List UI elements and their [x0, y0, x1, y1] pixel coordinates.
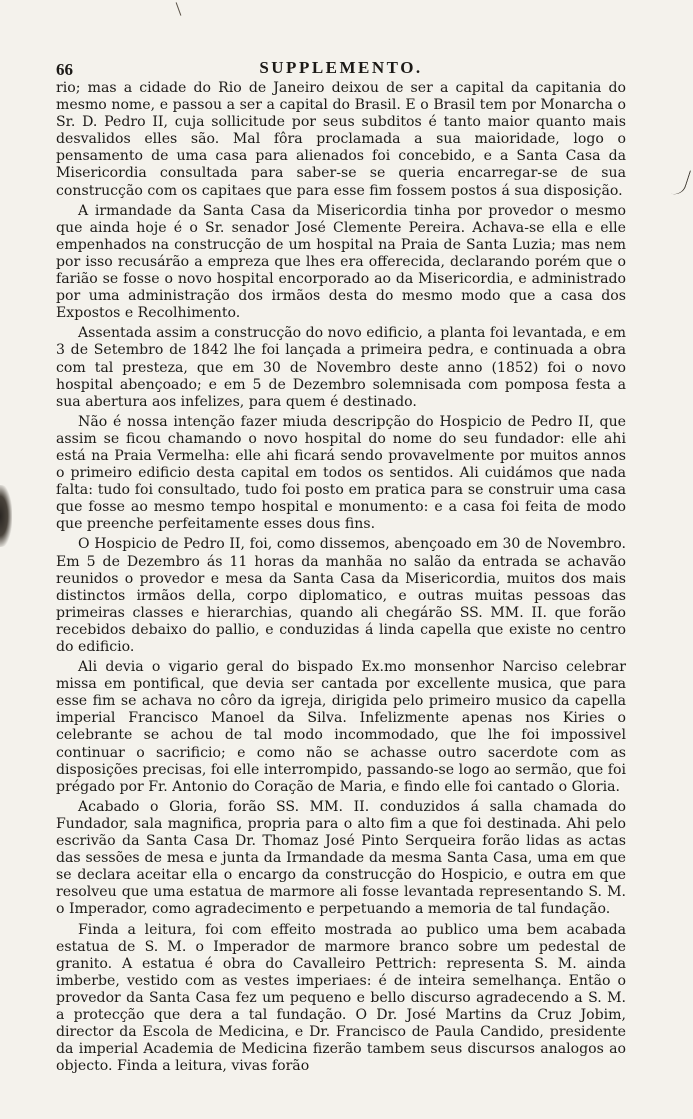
paragraph-3: Assentada assim a construcção do novo edificio, a planta foi levantada, e em 3 de Setembro de 1842 lhe foi lançada a primeira pedra, e continuada a obra com tal presteza, que em 30 de Novembro deste anno (1852) foi o novo hospital abençoado; e em 5 de Dezembro solemnisada com pomposa festa a sua abertura aos infelizes, para quem é destinado.	[56, 325, 626, 410]
paragraph-6: Ali devia o vigario geral do bispado Ex.mo monsenhor Narciso celebrar missa em pontifical, que devia ser cantada por excellente musica, que para esse fim se achava no côro da igreja, dirigida pelo primeiro musico da capella imperial Francisco Manoel da Silva. Infelizmente apenas nos Kiries o celebrante se achou de tal modo incommodado, que lhe foi impossivel continuar o sacrificio; e como não se achasse outro sacerdote com as disposições precisas, foi elle interrompido, passando-se logo ao sermão, que foi prégado por Fr. Antonio do Coração de Maria, e findo elle foi cantado o Gloria.	[56, 659, 626, 795]
page	[56, 56, 626, 1075]
page-number: 66	[56, 60, 73, 79]
running-head	[56, 56, 626, 78]
margin-pencil-mark	[670, 167, 691, 198]
body-text	[56, 80, 626, 1075]
paragraph-7: Acabado o Gloria, forão SS. MM. II. conduzidos á salla chamada do Fundador, sala magnifica, propria para o alto fim a que foi destinada. Ahi pelo escrivão da Santa Casa Dr. Thomaz José Pinto Serqueira forão lidas as actas das sessões de mesa e junta da Irmandade da mesma Santa Casa, uma em que se declara aceitar ella o encargo da construcção do Hospicio, e outra em que resolveu que uma estatua de marmore ali fosse levantada representando S. M. o Imperador, como agradecimento e perpetuando a memoria de tal fundação.	[56, 798, 626, 918]
page-fold-shadow	[0, 485, 12, 547]
paragraph-1: rio; mas a cidade do Rio de Janeiro deixou de ser a capital da capitania do mesmo nome, e passou a ser a capital do Brasil. E o Brasil tem por Monarcha o Sr. D. Pedro II, cuja sollicitude por seus subditos é tanto maior quanto mais desvalidos elles são. Mal fôra proclamada a sua maioridade, logo o pensamento de uma casa para alienados foi concebido, e a Santa Casa da Misericordia consultada para saber-se se queria encarregar-se de sua construcção com os capitaes que para esse fim fossem postos á sua disposição.	[56, 80, 626, 199]
paragraph-8: Finda a leitura, foi com effeito mostrada ao publico uma bem acabada estatua de S. M. o Imperador de marmore branco sobre um pedestal de granito. A estatua é obra do Cavalleiro Pettrich: representa S. M. ainda imberbe, vestido com as vestes imperiaes: é de inteira semelhança. Então o provedor da Santa Casa fez um pequeno e bello discurso agradecendo a S. M. a protecção que dera a tal fundação. O Dr. José Martins da Cruz Jobim, director da Escola de Medicina, e Dr. Francisco de Paula Candido, presidente da imperial Academia de Medicina fizerão tambem seus discursos analogos ao objecto. Finda a leitura, vivas forão	[56, 921, 626, 1075]
paragraph-2: A irmandade da Santa Casa da Misericordia tinha por provedor o mesmo que ainda hoje é o Sr. senador José Clemente Pereira. Achava-se ella e elle empenhados na construcção de um hospital na Praia de Santa Luzia; mas nem por isso recusárão a empreza que lhes era offerecida, declarando porém que o farião se fosse o novo hospital encorporado ao da Misericordia, e administrado por uma administração dos irmãos desta do mesmo modo que a casa dos Expostos e Recolhimento.	[56, 202, 626, 322]
ink-mark	[176, 2, 182, 15]
paragraph-4: Não é nossa intenção fazer miuda descripção do Hospicio de Pedro II, que assim se ficou chamando o novo hospital do nome do seu fundador: elle ahi está na Praia Vermelha: elle ahi ficará sendo provavelmente por muitos annos o primeiro edificio desta capital em todos os sentidos. Ali cuidámos que nada falta: tudo foi consultado, tudo foi posto em pratica para se construir uma casa que fosse ao mesmo tempo hospital e monumento: e a casa foi feita de modo que preenche perfeitamente esses dous fins.	[56, 413, 626, 533]
paragraph-5: O Hospicio de Pedro II, foi, como dissemos, abençoado em 30 de Novembro. Em 5 de Dezembro ás 11 horas da manhãa no salão da entrada se achavão reunidos o provedor e mesa da Santa Casa da Misericordia, muitos dos mais distinctos irmãos della, corpo diplomatico, e outras muitas pessoas das primeiras classes e hierarchias, quando ali chegárão SS. MM. II. que forão recebidos debaixo do pallio, e conduzidas á linda capella que existe no centro do edificio.	[56, 536, 626, 655]
running-title: SUPPLEMENTO.	[259, 58, 423, 77]
